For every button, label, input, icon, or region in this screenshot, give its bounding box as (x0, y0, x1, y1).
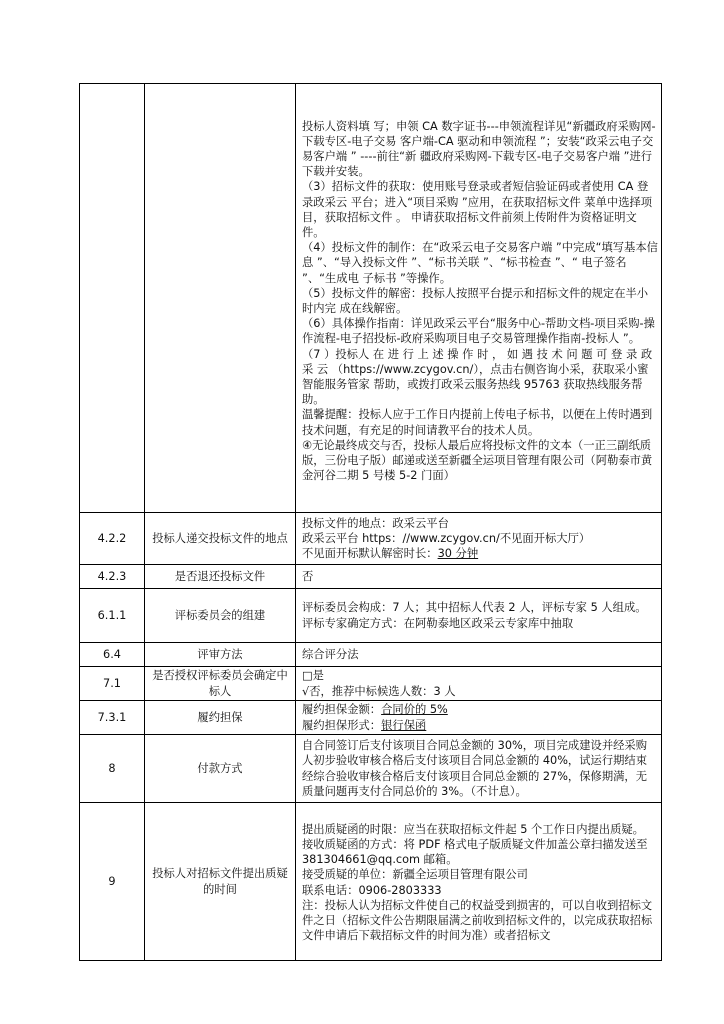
guarantee-amount-value: 合同价的 5% (381, 703, 448, 717)
row-item (145, 84, 296, 513)
content-line: 政采云平台 https：//www.zcygov.cn/不见面开标大厅） (302, 531, 591, 545)
content-paragraph: 投标人资料填 写；申领 CA 数字证书---申领流程详见“新疆政府采购网-下载专区-电子交易 客户端-CA 驱动和申领流程 ”；安装“政采云电子交易客户端 ” ----前往“新 疆政府采购网-下载专区-电子交易客户端 ”进行下载并安装。 (302, 119, 656, 179)
row-content (296, 84, 662, 513)
table-row (80, 589, 662, 643)
decrypt-time-value: 30 分钟 (437, 547, 479, 561)
content-paragraph: ④无论最终成交与否，投标人最后应将投标文件的文本（一正三副纸质版，三份电子版）邮递或送至新疆全运项目管理有限公司（阿勒泰市黄金河谷二期 5 号楼 5-2 门面） (302, 438, 653, 483)
row-item: 付款方式 (145, 735, 296, 803)
row-number: 6.4 (80, 643, 145, 667)
content-paragraph: （4）投标文件的制作：在“政采云电子交易客户端 ”中完成“填写基本信息 ”、“导入投标文件 ”、“标书关联 ”、“标书检查 ”、“ 电子签名 ”、“生成电 子标书 ”等操作。 (302, 241, 658, 285)
guarantee-form-label: 履约担保形式： (302, 718, 382, 732)
content-line: 投标文件的地点：政采云平台 (302, 516, 449, 530)
content-paragraph: （7 ）投标人 在 进 行 上 述 操 作 时 ， 如 遇 技 术 问 题 可 登 录 政 采 云 （https://www.zcygov.cn/），点击右侧咨询小采，获取采小蜜智能服务管家 帮助，或拨打政采云服务热线 95763 获取热线服务帮助。 (302, 347, 653, 407)
row-item: 履约担保 (145, 701, 296, 735)
table-row (80, 667, 662, 701)
row-content (296, 565, 662, 589)
row-number (80, 84, 145, 513)
row-number: 6.1.1 (80, 589, 145, 643)
content-paragraph: 自合同签订后支付该项目合同总金额的 30%，项目完成建设并经采购人初步验收审核合格后支付该项目合同总金额的 40%，试运行期结束经综合验收审核合格后支付该项目合同总金额的 27%，保修期满，无质量问题再支付合同总价的 3%。（不计息）。 (302, 739, 648, 798)
content-paragraph: 注：投标人认为招标文件使自己的权益受到损害的，可以自收到招标文件之日（招标文件公告期限届满之前收到招标文件的，以完成获取招标文件申请后下载招标文件的时间为准）或者招标文 (302, 898, 653, 943)
content-paragraph: （3）招标文件的获取：使用账号登录或者短信验证码或者使用 CA 登录政采云 平台；进入“项目采购 ”应用，在获取招标文件 菜单中选择项目，获取招标文件 。 申请获取招标文件前须上传附件为资格证明文件。 (302, 180, 653, 239)
content-paragraph: （6）具体操作指南：详见政采云平台“服务中心-帮助文档-项目采购-操作流程-电子招投标-政府采购项目电子交易管理操作指南-投标人 ”。 (302, 317, 655, 346)
guarantee-form-line (302, 718, 658, 733)
content-line: 接受质疑的单位：新疆全运项目管理有限公司 (302, 868, 528, 882)
row-number: 7.3.1 (80, 701, 145, 735)
decrypt-time-label: 不见面开标默认解密时长： (302, 547, 438, 561)
row-item: 评标委员会的组建 (145, 589, 296, 643)
table-row (80, 643, 662, 667)
row-content (296, 803, 662, 961)
row-number: 9 (80, 803, 145, 961)
row-number: 7.1 (80, 667, 145, 701)
guarantee-form-value: 银行保函 (381, 718, 427, 732)
content-paragraph: 温馨提醒：投标人应于工作日内提前上传电子标书，以便在上传时遇到技术问题，有充足的时间请教平台的技术人员。 (302, 408, 653, 437)
table-row (80, 735, 662, 803)
content-paragraph: 提出质疑函的时限：应当在获取招标文件起 5 个工作日内提出质疑。 (302, 822, 644, 836)
row-number: 4.2.2 (80, 513, 145, 565)
checkbox-yes-line: □是 (302, 669, 324, 683)
content-line: 综合评分法 (302, 647, 359, 661)
table-row (80, 84, 662, 513)
row-item: 是否授权评标委员会确定中标人 (145, 667, 296, 701)
table-row (80, 701, 662, 735)
checkbox-no-line: √否，推荐中标候选人数：3 人 (302, 684, 456, 698)
row-number: 4.2.3 (80, 565, 145, 589)
row-item: 评审方法 (145, 643, 296, 667)
row-content (296, 701, 662, 735)
table-row (80, 513, 662, 565)
bid-data-table (79, 83, 662, 961)
content-line: 联系电话：0906-2803333 (302, 883, 442, 897)
table-row (80, 803, 662, 961)
row-content (296, 643, 662, 667)
row-number: 8 (80, 735, 145, 803)
guarantee-amount-line (302, 702, 658, 717)
row-content (296, 513, 662, 565)
row-content (296, 589, 662, 643)
row-item: 投标人递交投标文件的地点 (145, 513, 296, 565)
content-line: 否 (302, 569, 314, 583)
content-line: 评标委员会构成：7 人；其中招标人代表 2 人，评标专家 5 人组成。 (302, 601, 647, 615)
row-content (296, 735, 662, 803)
row-content (296, 667, 662, 701)
content-paragraph: 接收质疑函的方式：将 PDF 格式电子版质疑文件加盖公章扫描发送至 381304661@qq.com 邮箱。 (302, 837, 648, 867)
content-line (302, 546, 658, 561)
row-item: 投标人对招标文件提出质疑的时间 (145, 803, 296, 961)
content-paragraph: （5）投标文件的解密：投标人按照平台提示和招标文件的规定在半小时内完 成在线解密。 (302, 286, 649, 315)
content-line: 评标专家确定方式：在阿勒泰地区政采云专家库中抽取 (302, 616, 574, 630)
row-item: 是否退还投标文件 (145, 565, 296, 589)
guarantee-amount-label: 履约担保金额： (302, 703, 382, 717)
table-row (80, 565, 662, 589)
